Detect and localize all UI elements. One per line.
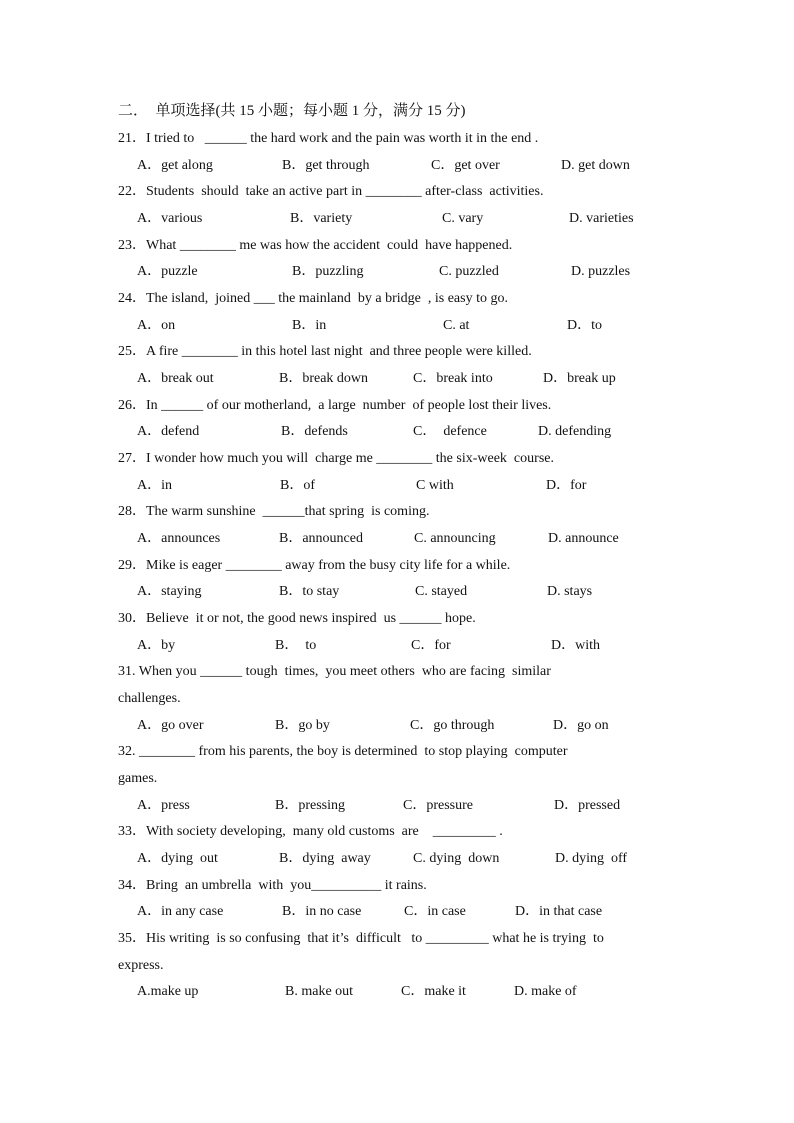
option-28-a[interactable]: A．announces bbox=[137, 531, 221, 546]
option-21-b[interactable]: B．get through bbox=[282, 158, 370, 173]
question-30: 30．Believe it or not, the good news inspired us ______ hope. bbox=[118, 611, 476, 626]
option-25-b[interactable]: B．break down bbox=[279, 371, 369, 386]
question-21: 21．I tried to ______ the hard work and the pain was worth it in the end . bbox=[118, 131, 539, 146]
option-29-a[interactable]: A．staying bbox=[137, 584, 202, 599]
option-31-b[interactable]: B．go by bbox=[275, 718, 330, 733]
option-23-c[interactable]: C. puzzled bbox=[439, 264, 499, 279]
section-title: 二． 单项选择(共 15 小题；每小题 1 分，满分 15 分) bbox=[118, 103, 466, 119]
option-22-a[interactable]: A．various bbox=[137, 211, 203, 226]
question-35: 35．His writing is so confusing that it’s difficult to _________ what he is trying to bbox=[118, 931, 604, 946]
question-26: 26．In ______ of our motherland, a large number of people lost their lives. bbox=[118, 398, 552, 413]
option-35-c[interactable]: C．make it bbox=[401, 984, 466, 999]
option-22-d[interactable]: D. varieties bbox=[569, 211, 634, 226]
option-33-c[interactable]: C. dying down bbox=[413, 851, 500, 866]
question-23: 23．What ________ me was how the accident could have happened. bbox=[118, 238, 513, 253]
question-34: 34．Bring an umbrella with you__________ it rains. bbox=[118, 878, 427, 893]
question-35-continued: express. bbox=[118, 958, 164, 973]
option-30-d[interactable]: D．with bbox=[551, 638, 600, 653]
question-22: 22．Students should take an active part in ________ after-class activities. bbox=[118, 184, 544, 199]
question-32: 32. ________ from his parents, the boy is determined to stop playing computer bbox=[118, 744, 568, 759]
option-31-c[interactable]: C．go through bbox=[410, 718, 495, 733]
question-32-continued: games. bbox=[118, 771, 158, 786]
option-26-b[interactable]: B．defends bbox=[281, 424, 348, 439]
option-27-c[interactable]: C with bbox=[416, 478, 454, 493]
option-25-a[interactable]: A．break out bbox=[137, 371, 214, 386]
option-28-b[interactable]: B．announced bbox=[279, 531, 363, 546]
question-25: 25．A fire ________ in this hotel last night and three people were killed. bbox=[118, 344, 532, 359]
option-32-d[interactable]: D．pressed bbox=[554, 798, 621, 813]
option-30-c[interactable]: C．for bbox=[411, 638, 451, 653]
option-35-b[interactable]: B. make out bbox=[285, 984, 354, 999]
option-24-b[interactable]: B．in bbox=[292, 318, 327, 333]
option-33-b[interactable]: B．dying away bbox=[279, 851, 371, 866]
option-24-d[interactable]: D．to bbox=[567, 318, 602, 333]
option-21-d[interactable]: D. get down bbox=[561, 158, 630, 173]
option-25-c[interactable]: C．break into bbox=[413, 371, 493, 386]
option-28-d[interactable]: D. announce bbox=[548, 531, 619, 546]
option-24-c[interactable]: C. at bbox=[443, 318, 470, 333]
option-30-b[interactable]: B． to bbox=[275, 638, 317, 653]
option-22-b[interactable]: B．variety bbox=[290, 211, 353, 226]
option-25-d[interactable]: D．break up bbox=[543, 371, 616, 386]
option-26-c[interactable]: C． defence bbox=[413, 424, 487, 439]
option-35-a[interactable]: A.make up bbox=[137, 984, 199, 999]
option-22-c[interactable]: C. vary bbox=[442, 211, 484, 226]
option-30-a[interactable]: A．by bbox=[137, 638, 176, 653]
option-34-c[interactable]: C．in case bbox=[404, 904, 466, 919]
option-33-a[interactable]: A．dying out bbox=[137, 851, 218, 866]
option-34-a[interactable]: A．in any case bbox=[137, 904, 224, 919]
question-31: 31. When you ______ tough times, you meet others who are facing similar bbox=[118, 664, 551, 679]
option-34-d[interactable]: D．in that case bbox=[515, 904, 603, 919]
option-21-c[interactable]: C．get over bbox=[431, 158, 500, 173]
question-24: 24．The island, joined ___ the mainland by a bridge , is easy to go. bbox=[118, 291, 508, 306]
option-23-d[interactable]: D. puzzles bbox=[571, 264, 631, 279]
option-29-b[interactable]: B．to stay bbox=[279, 584, 340, 599]
option-29-d[interactable]: D. stays bbox=[547, 584, 593, 599]
option-32-c[interactable]: C．pressure bbox=[403, 798, 473, 813]
option-32-b[interactable]: B．pressing bbox=[275, 798, 345, 813]
question-28: 28．The warm sunshine ______that spring is coming. bbox=[118, 504, 430, 519]
option-35-d[interactable]: D. make of bbox=[514, 984, 577, 999]
question-29: 29．Mike is eager ________ away from the busy city life for a while. bbox=[118, 558, 511, 573]
option-33-d[interactable]: D. dying off bbox=[555, 851, 628, 866]
option-27-d[interactable]: D．for bbox=[546, 478, 587, 493]
option-21-a[interactable]: A．get along bbox=[137, 158, 213, 173]
question-31-continued: challenges. bbox=[118, 691, 181, 706]
option-32-a[interactable]: A．press bbox=[137, 798, 190, 813]
option-27-a[interactable]: A．in bbox=[137, 478, 172, 493]
option-26-a[interactable]: A．defend bbox=[137, 424, 200, 439]
option-27-b[interactable]: B．of bbox=[280, 478, 315, 493]
question-27: 27．I wonder how much you will charge me ________ the six-week course. bbox=[118, 451, 554, 466]
option-28-c[interactable]: C. announcing bbox=[414, 531, 496, 546]
option-23-a[interactable]: A．puzzle bbox=[137, 264, 198, 279]
option-34-b[interactable]: B．in no case bbox=[282, 904, 362, 919]
option-31-a[interactable]: A．go over bbox=[137, 718, 204, 733]
option-23-b[interactable]: B．puzzling bbox=[292, 264, 364, 279]
option-29-c[interactable]: C. stayed bbox=[415, 584, 468, 599]
option-24-a[interactable]: A．on bbox=[137, 318, 176, 333]
option-31-d[interactable]: D．go on bbox=[553, 718, 609, 733]
option-26-d[interactable]: D. defending bbox=[538, 424, 612, 439]
question-33: 33．With society developing, many old customs are _________ . bbox=[118, 824, 503, 839]
